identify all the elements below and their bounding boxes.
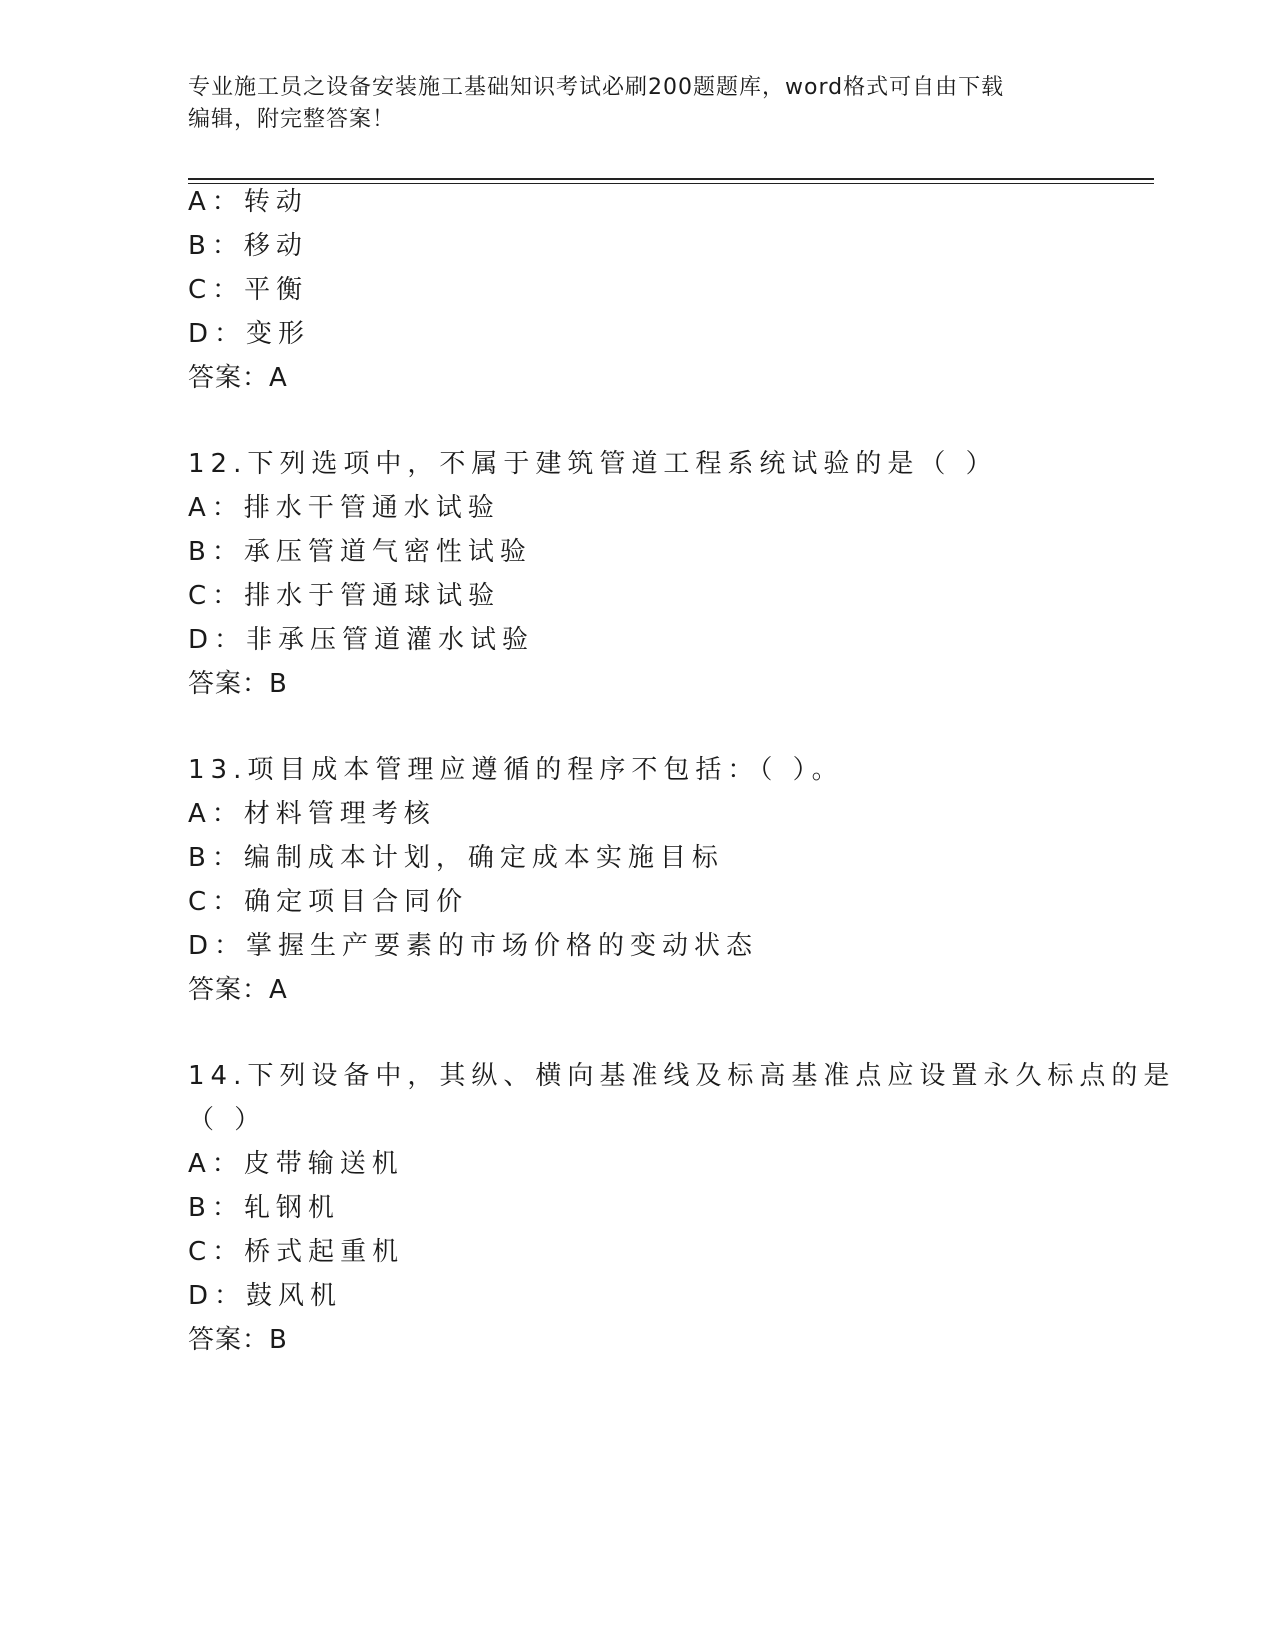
q13-option-a: A：材料管理考核: [188, 799, 436, 829]
q11-option-b: B：移动: [188, 231, 308, 261]
q14-answer: 答案：B: [188, 1325, 288, 1355]
q14-option-a: A：皮带输送机: [188, 1149, 404, 1179]
q14-option-b: B：轧钢机: [188, 1193, 340, 1223]
q11-answer: 答案：A: [188, 363, 288, 393]
q13-option-c: C：确定项目合同价: [188, 887, 469, 917]
q13-option-d: D：掌握生产要素的市场价格的变动状态: [188, 931, 759, 961]
q13-question: 13.项目成本管理应遵循的程序不包括：（ ）。: [188, 755, 844, 785]
q14-option-d: D：鼓风机: [188, 1281, 343, 1311]
q12-option-c: C：排水于管通球试验: [188, 581, 501, 611]
q11-option-a: A：转动: [188, 187, 308, 217]
q13-answer: 答案：A: [188, 975, 288, 1005]
q14-question-line-1: 14.下列设备中，其纵、横向基准线及标高基准点应设置永久标点的是: [188, 1061, 1176, 1091]
q12-option-d: D：非承压管道灌水试验: [188, 625, 535, 655]
q12-option-b: B：承压管道气密性试验: [188, 537, 532, 567]
header-line-2: 编辑，附完整答案！: [188, 107, 396, 132]
q12-answer: 答案：B: [188, 669, 288, 699]
header-line-1: 专业施工员之设备安装施工基础知识考试必刷200题题库，word格式可自由下载: [188, 75, 1005, 100]
document-header: [188, 72, 1088, 136]
header-divider-thin: [188, 183, 1154, 184]
q12-option-a: A：排水干管通水试验: [188, 493, 500, 523]
q14-question-line-2: （ ）: [188, 1105, 267, 1135]
q12-question: 12.下列选项中，不属于建筑管道工程系统试验的是（ ）: [188, 449, 998, 479]
q13-option-b: B：编制成本计划，确定成本实施目标: [188, 843, 724, 873]
q14-option-c: C：桥式起重机: [188, 1237, 405, 1267]
header-divider-thick: [188, 178, 1154, 180]
q11-option-c: C：平衡: [188, 275, 309, 305]
q11-option-d: D：变形: [188, 319, 311, 349]
